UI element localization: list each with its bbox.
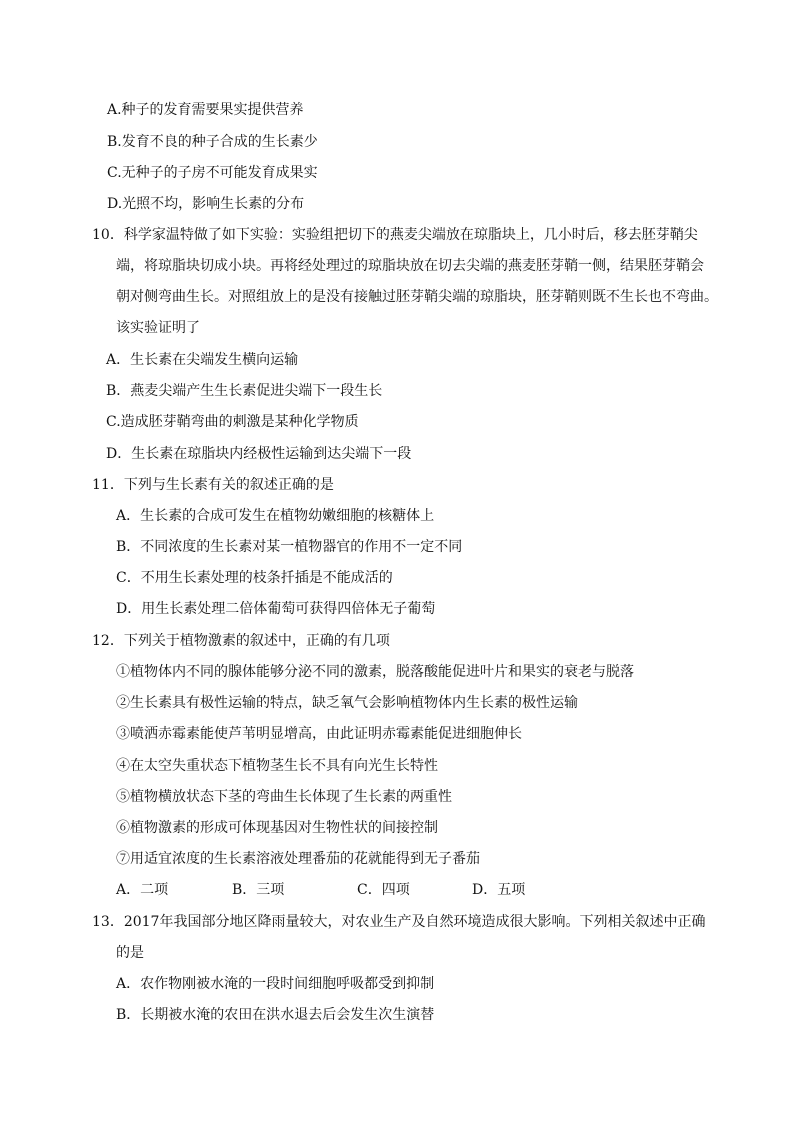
line-21: ④在太空失重状态下植物茎生长不具有向光生长特性 <box>116 758 438 774</box>
q12-option-a: A．二项 <box>116 882 169 898</box>
line-20: ③喷洒赤霉素能使芦苇明显增高，由此证明赤霉素能促进细胞伸长 <box>116 726 522 742</box>
line-4: 10．科学家温特做了如下实验：实验组把切下的燕麦尖端放在琼脂块上，几小时后，移去胚芽鞘尖 <box>92 227 698 243</box>
line-5: 端，将琼脂块切成小块。再将经处理过的琼脂块放在切去尖端的燕麦胚芽鞘一侧，结果胚芽鞘会 <box>116 258 704 274</box>
line-18: ①植物体内不同的腺体能够分泌不同的激素，脱落酸能促进叶片和果实的衰老与脱落 <box>116 664 634 680</box>
line-22: ⑤植物横放状态下茎的弯曲生长体现了生长素的两重性 <box>116 789 452 805</box>
q12-option-b: B．三项 <box>232 882 285 898</box>
line-8: A．生长素在尖端发生横向运输 <box>106 352 299 368</box>
line-10: C.造成胚芽鞘弯曲的刺激是某种化学物质 <box>106 414 359 430</box>
line-17: 12．下列关于植物激素的叙述中，正确的有几项 <box>92 633 390 649</box>
line-15: C．不用生长素处理的枝条扦插是不能成活的 <box>116 570 393 586</box>
line-3: D.光照不均，影响生长素的分布 <box>107 196 305 212</box>
q12-option-c: C．四项 <box>357 882 410 898</box>
line-1: B.发育不良的种子合成的生长素少 <box>107 134 318 150</box>
line-11: D．生长素在琼脂块内经极性运输到达尖端下一段 <box>106 446 412 462</box>
line2-3: B．长期被水淹的农田在洪水退去后会发生次生演替 <box>116 1007 435 1023</box>
line-24: ⑦用适宜浓度的生长素溶液处理番茄的花就能得到无子番茄 <box>116 851 480 867</box>
line-0: A.种子的发育需要果实提供营养 <box>107 102 304 118</box>
line-6: 朝对侧弯曲生长。对照组放上的是没有接触过胚芽鞘尖端的琼脂块，胚芽鞘则既不生长也不弯曲。 <box>116 289 718 305</box>
line-7: 该实验证明了 <box>116 320 200 336</box>
line2-2: A．农作物刚被水淹的一段时间细胞呼吸都受到抑制 <box>116 976 435 992</box>
line-9: B．燕麦尖端产生生长素促进尖端下一段生长 <box>106 383 383 399</box>
line-16: D．用生长素处理二倍体葡萄可获得四倍体无子葡萄 <box>116 601 436 617</box>
line-14: B．不同浓度的生长素对某一植物器官的作用不一定不同 <box>116 539 463 555</box>
line-12: 11．下列与生长素有关的叙述正确的是 <box>92 477 334 493</box>
line-13: A．生长素的合成可发生在植物幼嫩细胞的核糖体上 <box>116 508 435 524</box>
q12-option-d: D．五项 <box>472 882 526 898</box>
line-23: ⑥植物激素的形成可体现基因对生物性状的间接控制 <box>116 820 438 836</box>
line2-1: 的是 <box>116 945 144 961</box>
line2-0: 13．2017年我国部分地区降雨量较大，对农业生产及自然环境造成很大影响。下列相关叙述中正确 <box>92 914 706 930</box>
line-19: ②生长素具有极性运输的特点，缺乏氧气会影响植物体内生长素的极性运输 <box>116 695 578 711</box>
line-2: C.无种子的子房不可能发育成果实 <box>107 165 318 181</box>
